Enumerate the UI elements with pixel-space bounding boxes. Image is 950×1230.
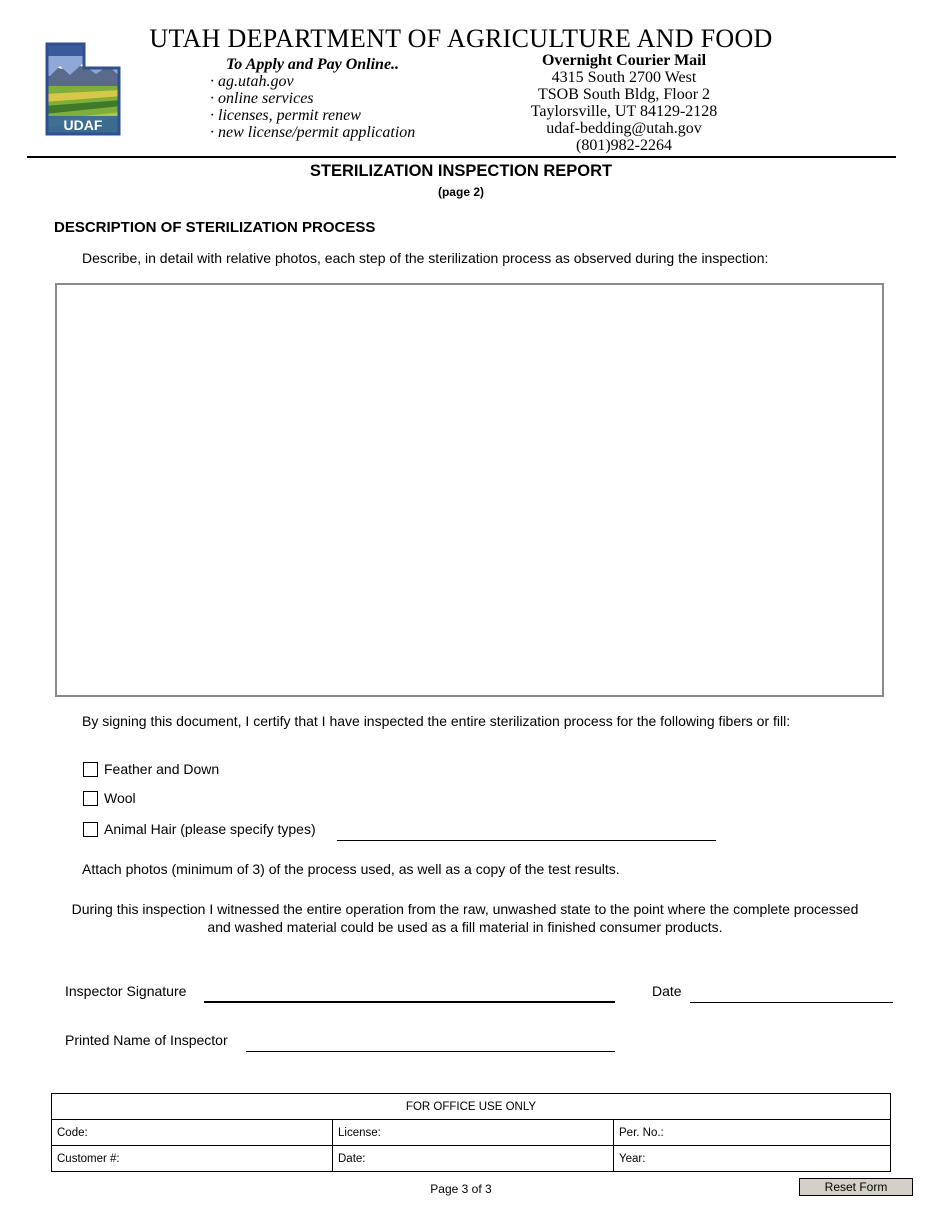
printed-name-field[interactable]	[246, 1051, 615, 1052]
page-number: Page 3 of 3	[430, 1182, 492, 1196]
reset-form-button[interactable]: Reset Form	[799, 1178, 913, 1196]
customer-cell: Customer #:	[52, 1146, 333, 1172]
certification-statement: By signing this document, I certify that I have inspected the entire sterilization process for the following fibers or fill:	[82, 713, 791, 729]
option-feather-down[interactable]	[83, 761, 219, 777]
wool-label: Wool	[104, 790, 136, 806]
attach-note: Attach photos (minimum of 3) of the process used, as well as a copy of the test results.	[82, 861, 620, 877]
description-prompt: Describe, in detail with relative photos, each step of the sterilization process as observed during the inspection:	[82, 250, 769, 266]
report-title: STERILIZATION INSPECTION REPORT	[309, 162, 613, 180]
courier-heading: Overnight Courier Mail	[541, 52, 707, 69]
online-item: · new license/permit application	[210, 124, 416, 141]
option-animal-hair[interactable]	[83, 821, 316, 837]
wool-checkbox[interactable]	[83, 791, 98, 806]
header-divider	[27, 156, 896, 158]
courier-line: Taylorsville, UT 84129-2128	[530, 103, 718, 120]
inspector-signature-field[interactable]	[204, 1001, 615, 1003]
feather-down-checkbox[interactable]	[83, 762, 98, 777]
courier-email: udaf-bedding@utah.gov	[546, 120, 702, 137]
logo-text: UDAF	[63, 117, 103, 133]
date-field[interactable]	[690, 1002, 893, 1003]
animal-hair-checkbox[interactable]	[83, 822, 98, 837]
option-wool[interactable]	[83, 790, 136, 806]
online-info	[210, 56, 470, 141]
online-heading: To Apply and Pay Online..	[226, 56, 400, 73]
animal-hair-label: Animal Hair (please specify types)	[104, 821, 316, 837]
feather-down-label: Feather and Down	[104, 761, 220, 777]
udaf-logo	[44, 42, 122, 136]
per-no-cell: Per. No.:	[614, 1120, 891, 1146]
courier-info	[500, 52, 748, 154]
printed-name-label: Printed Name of Inspector	[65, 1032, 228, 1048]
office-date-cell: Date:	[333, 1146, 614, 1172]
online-item: · licenses, permit renew	[210, 107, 361, 124]
agency-name: UTAH DEPARTMENT OF AGRICULTURE AND FOOD	[149, 24, 773, 53]
description-textarea[interactable]	[55, 283, 884, 697]
date-label: Date	[652, 983, 682, 999]
inspector-signature-label: Inspector Signature	[65, 983, 187, 999]
office-use-heading: FOR OFFICE USE ONLY	[52, 1094, 891, 1120]
courier-line: 4315 South 2700 West	[551, 69, 697, 86]
courier-line: TSOB South Bldg, Floor 2	[537, 86, 711, 103]
license-cell: License:	[333, 1120, 614, 1146]
office-use-table	[51, 1093, 891, 1172]
witness-statement: During this inspection I witnessed the entire operation from the raw, unwashed state to the point where the complete processed and washed material could be used as a fill material in finished consumer products.	[71, 901, 859, 935]
courier-phone: (801)982-2264	[576, 137, 672, 154]
animal-hair-types-field[interactable]	[337, 840, 716, 841]
online-item: · ag.utah.gov	[210, 73, 294, 90]
year-cell: Year:	[614, 1146, 891, 1172]
online-item: · online services	[210, 90, 314, 107]
section-heading: DESCRIPTION OF STERILIZATION PROCESS	[54, 219, 376, 236]
report-subtitle: (page 2)	[437, 185, 484, 199]
code-cell: Code:	[52, 1120, 333, 1146]
